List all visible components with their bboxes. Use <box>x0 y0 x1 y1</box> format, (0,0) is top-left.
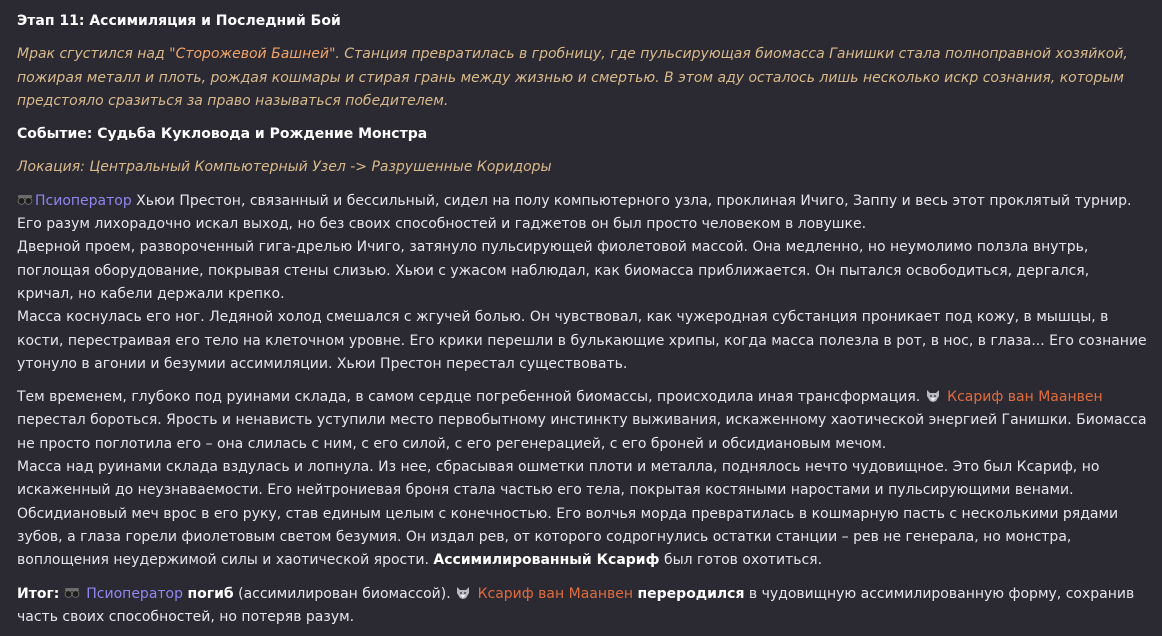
summary-label: Итог: <box>17 585 60 602</box>
wolf-icon <box>925 388 941 402</box>
psionic-section <box>17 190 1149 376</box>
ksarif-paragraph-1-text: перестал бороться. Ярость и ненависть уступили место первобытному инстинкту выживания, искаженному хаотической энергией Ганишки. Биомасса не просто поглотила его – она слилась с ним, с его силой, с его регенерацией, с его броней и обсидиановым мечом. <box>17 412 1147 452</box>
psionic-paragraph-3: Масса коснулась его ног. Ледяной холод смешался с жгучей болью. Он чувствовал, как чужеродная субстанция проникает под кожу, в мышцы, в кости, перестраивая его тело на клеточном уровне. Его крики перешли в булькающие хрипы, когда масса полезла в рот, в нос, в глаза... Его сознание утонуло в агонии и безумии ассимиляции. Хьюи Престон перестал существовать. <box>17 309 1147 372</box>
ksarif-paragraph-1-lead: Тем временем, глубоко под руинами склада, в самом сердце погребенной биомассы, происходила иная трансформация. <box>17 389 925 406</box>
intro-paragraph <box>17 43 1149 113</box>
sunglasses-icon <box>64 585 80 599</box>
intro-text-end: . Станция превратилась в гробницу, где пульсирующая биомасса Ганишки стала полноправной хозяйкой, пожирая металл и плоть, рождая кошмары и стирая грань между жизнью и смертью. В этом аду осталось лишь несколько искр сознания, которым предстояло сразиться за право называться победителем. <box>17 46 1128 109</box>
station-name-quote: "Сторожевой Башней" <box>169 46 336 63</box>
summary-reborn-detail: в чудовищную ассимилированную форму, сохранив часть своих способностей, но потеряв разум. <box>17 585 1135 625</box>
psionic-paragraph-2: Дверной проем, развороченный гига-дрелью Ичиго, затянуло пульсирующей фиолетовой массой. Она медленно, но неумолимо ползла внутрь, поглощая оборудование, покрывая стены слизью. Хьюи с ужасом наблюдал, как биомасса приближается. Он пытался освободиться, дергался, кричал, но кабели держали крепко. <box>17 239 1090 302</box>
ksarif-paragraph-1 <box>17 386 1149 456</box>
location-line: Локация: Центральный Компьютерный Узел -> Разрушенные Коридоры <box>17 159 552 176</box>
summary-died-detail: (ассимилирован биомассой). <box>233 585 456 602</box>
sunglasses-icon <box>17 192 33 206</box>
psionic-paragraph-1-text: Хьюи Престон, связанный и бессильный, сидел на полу компьютерного узла, проклиная Ичиго, Заппу и весь этот проклятый турнир. Его разум лихорадочно искал выход, но без своих способностей и гаджетов он был просто человеком в ловушке. <box>17 192 1132 233</box>
ksarif-section <box>17 386 1149 572</box>
stage-title: Этап 11: Ассимиляция и Последний Бой <box>17 13 341 29</box>
psionic-name: Псиоператор <box>35 192 132 209</box>
summary-paragraph <box>17 583 1149 630</box>
intro-text-start: Мрак сгустился над <box>17 46 170 63</box>
assimilated-ksarif-name: Ассимилированный Ксариф <box>433 552 660 569</box>
summary-ksarif-name: Ксариф ван Маанвен <box>477 585 634 602</box>
summary-psionic-name: Псиоператор <box>86 585 184 602</box>
summary-died: погиб <box>187 585 234 602</box>
story-content <box>17 10 1149 629</box>
ksarif-paragraph-2-end: был готов охотиться. <box>659 552 823 569</box>
ksarif-paragraph-2-text: Масса над руинами склада вздулась и лопнула. Из нее, сбрасывая ошметки плоти и металла, поднялось нечто чудовищное. Это был Ксариф, но искаженный до неузнаваемости. Его нейтрониевая броня стала частью его тела, покрытая костяными наростами и пульсирующими венами. Обсидиановый меч врос в его руку, став единым целым с конечностью. Его волчья морда превратилась в кошмарную пасть с несколькими рядами зубов, а глаза горели фиолетовым светом безумия. Он издал рев, от которого содрогнулись остатки станции – рев не генерала, но монстра, воплощения неудержимой силы и хаотической ярости. <box>17 459 1119 569</box>
wolf-icon <box>455 585 471 599</box>
psionic-paragraph-1 <box>17 190 1149 237</box>
ksarif-paragraph-2 <box>17 456 1149 572</box>
summary-reborn: переродился <box>637 585 745 602</box>
event-title: Событие: Судьба Кукловода и Рождение Монстра <box>17 126 428 143</box>
ksarif-name: Ксариф ван Маанвен <box>947 389 1103 406</box>
